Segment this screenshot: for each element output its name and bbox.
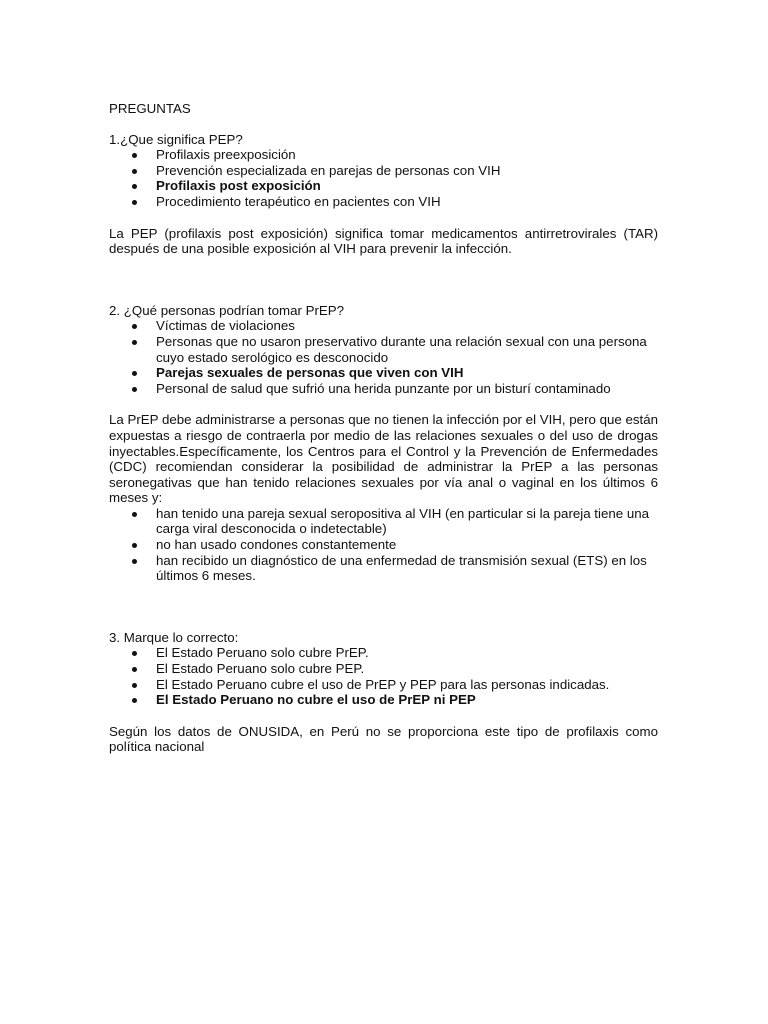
question-2-criteria	[109, 506, 658, 584]
list-item: no han usado condones constantemente	[109, 537, 658, 553]
list-item: han tenido una pareja sexual seropositiva al VIH (en particular si la pareja tiene una carga viral desconocida o indetectable)	[109, 506, 658, 537]
question-2-answer: La PrEP debe administrarse a personas que no tienen la infección por el VIH, pero que están expuestas a riesgo de contraerla por medio de las relaciones sexuales o del uso de drogas inyectables.Específicamente, los Centros para el Control y la Prevención de Enfermedades (CDC) recomiendan considerar la posibilidad de administrar la PrEP a las personas seronegativas que han tenido relaciones sexuales por vía anal o vaginal en los últimos 6 meses y:	[109, 412, 658, 506]
question-3-title: 3. Marque lo correcto:	[109, 629, 239, 645]
list-item: Personal de salud que sufrió una herida punzante por un bisturí contaminado	[109, 381, 658, 397]
question-3-answer: Según los datos de ONUSIDA, en Perú no se proporciona este tipo de profilaxis como política nacional	[109, 723, 658, 755]
list-item: Personas que no usaron preservativo durante una relación sexual con una persona cuyo estado serológico es desconocido	[109, 334, 658, 365]
question-3	[109, 630, 658, 755]
question-2-title: 2. ¿Qué personas podrían tomar PrEP?	[109, 302, 345, 318]
question-3-options	[109, 645, 658, 707]
list-item: Procedimiento terapéutico en pacientes con VIH	[109, 194, 658, 210]
list-item-correct: El Estado Peruano no cubre el uso de PrEP ni PEP	[109, 692, 658, 708]
question-1-options	[109, 147, 658, 209]
question-1-answer: La PEP (profilaxis post exposición) significa tomar medicamentos antirretrovirales (TAR) después de una posible exposición al VIH para prevenir la infección.	[109, 225, 658, 257]
document-heading: PREGUNTAS	[109, 101, 191, 116]
list-item: han recibido un diagnóstico de una enfermedad de transmisión sexual (ETS) en los últimos 6 meses.	[109, 553, 658, 584]
document-content	[109, 101, 658, 755]
list-item: Profilaxis preexposición	[109, 147, 658, 163]
list-item: Víctimas de violaciones	[109, 318, 658, 334]
list-item: El Estado Peruano solo cubre PrEP.	[109, 645, 658, 661]
question-2	[109, 303, 658, 584]
list-item: Prevención especializada en parejas de personas con VIH	[109, 163, 658, 179]
list-item-correct: Profilaxis post exposición	[109, 178, 658, 194]
question-2-options	[109, 318, 658, 396]
list-item: El Estado Peruano cubre el uso de PrEP y PEP para las personas indicadas.	[109, 677, 658, 693]
list-item: El Estado Peruano solo cubre PEP.	[109, 661, 658, 677]
question-1	[109, 132, 658, 257]
question-1-title: 1.¿Que significa PEP?	[109, 131, 243, 147]
list-item-correct: Parejas sexuales de personas que viven con VIH	[109, 365, 658, 381]
